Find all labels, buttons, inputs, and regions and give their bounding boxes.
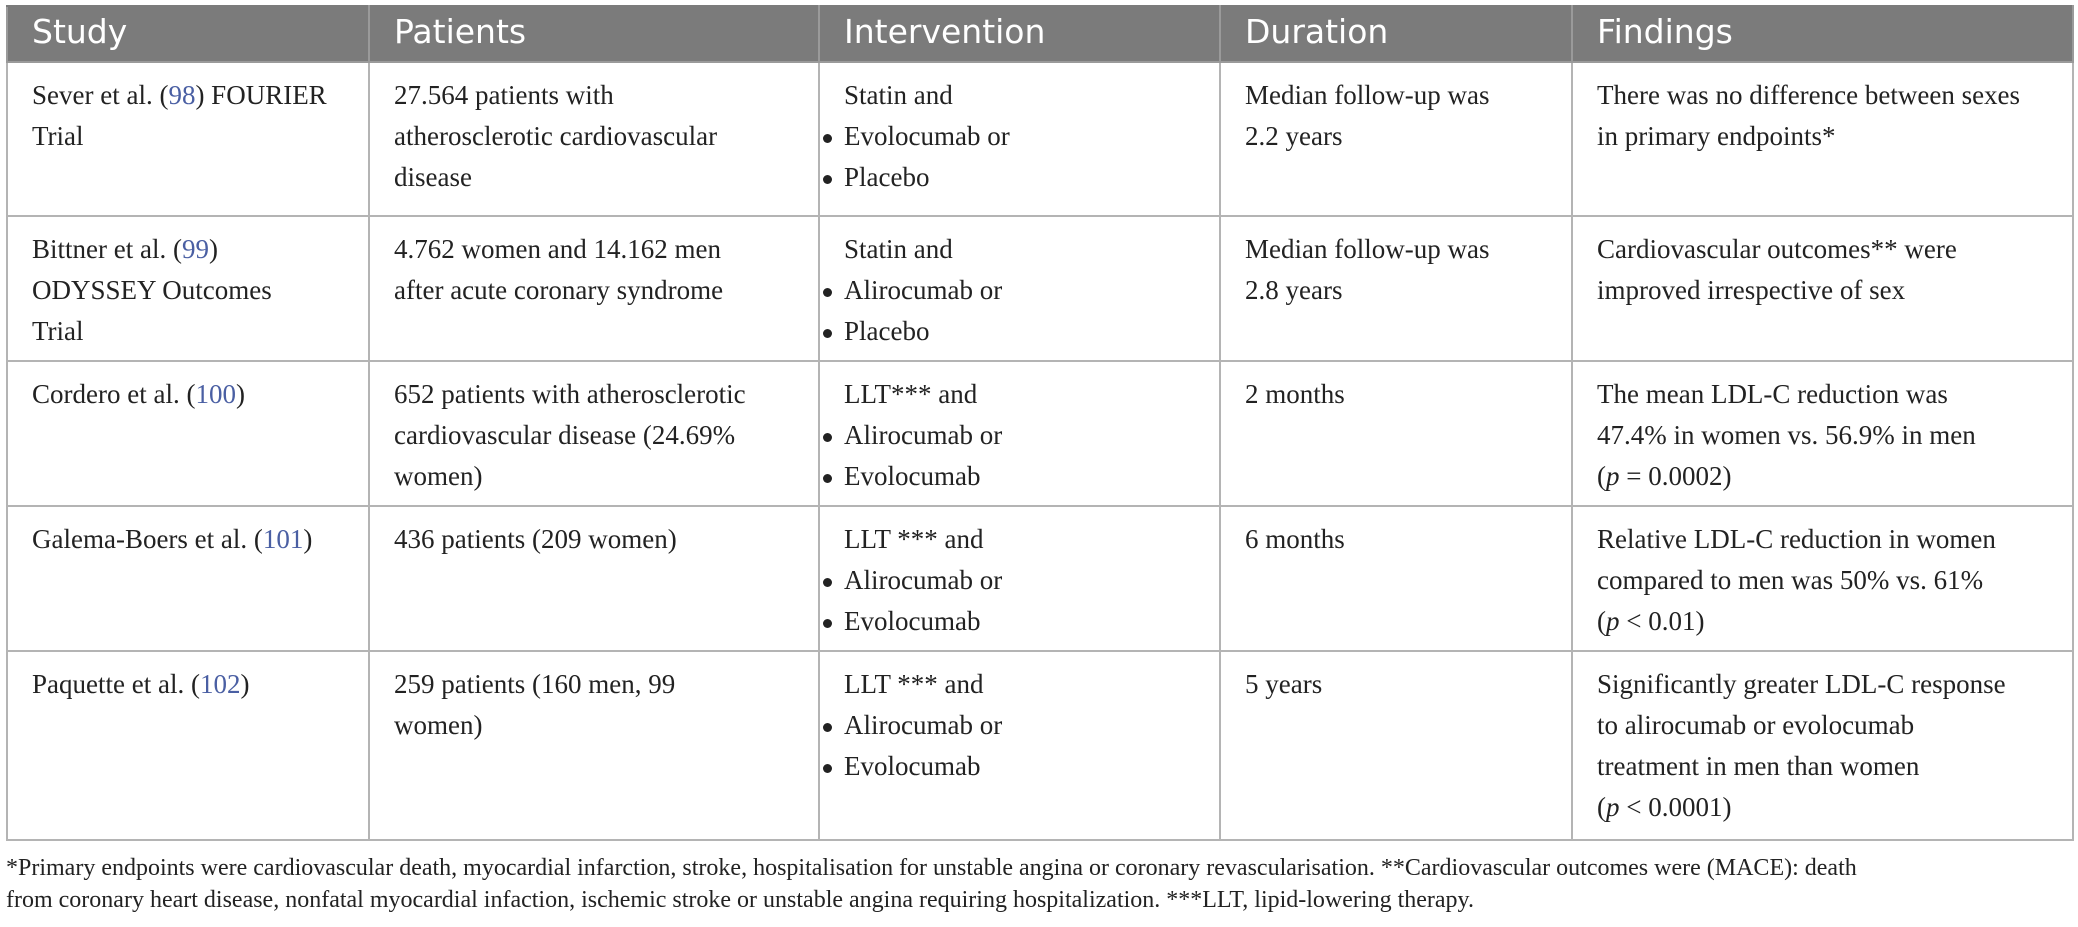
header-findings: Findings xyxy=(1572,6,2073,62)
p-value: (p < 0.01) xyxy=(1597,606,1705,636)
bullet-item: Alirocumab or xyxy=(820,415,1195,456)
table-footnote xyxy=(6,852,2072,916)
duration-cell: 6 months xyxy=(1220,506,1572,651)
patients-cell: 436 patients (209 women) xyxy=(369,506,819,651)
reference-link[interactable]: 102 xyxy=(199,669,241,699)
study-cell xyxy=(7,361,369,506)
intervention-cell: Statin and Alirocumab or Placebo xyxy=(819,216,1220,361)
duration-cell: Median follow-up was 2.8 years xyxy=(1220,216,1572,361)
header-row xyxy=(7,6,2073,62)
duration-cell: Median follow-up was 2.2 years xyxy=(1220,62,1572,216)
p-value: (p = 0.0002) xyxy=(1597,461,1732,491)
table-row xyxy=(7,216,2073,361)
bullet-item: Alirocumab or xyxy=(820,705,1195,746)
study-cell xyxy=(7,62,369,216)
footnote-line: *Primary endpoints were cardiovascular death, myocardial infarction, stroke, hospitalisation for unstable angina or coronary revascularisation. **Cardiovascular outcomes were (MACE): death xyxy=(6,855,1857,881)
reference-link[interactable]: 99 xyxy=(181,234,209,264)
duration-cell: 5 years xyxy=(1220,651,1572,840)
findings-cell: There was no difference between sexes in primary endpoints* xyxy=(1572,62,2073,216)
intervention-cell: LLT *** and Alirocumab or Evolocumab xyxy=(819,506,1220,651)
bullet-item: Evolocumab xyxy=(820,746,1195,787)
patients-cell: 4.762 women and 14.162 men after acute coronary syndrome xyxy=(369,216,819,361)
study-line: Bittner et al. (99) xyxy=(32,234,218,264)
intervention-cell: Statin and Evolocumab or Placebo xyxy=(819,62,1220,216)
table-container xyxy=(6,5,2072,841)
reference-link[interactable]: 101 xyxy=(262,524,304,554)
study-cell xyxy=(7,506,369,651)
findings-cell: The mean LDL-C reduction was 47.4% in women vs. 56.9% in men (p = 0.0002) xyxy=(1572,361,2073,506)
duration-cell: 2 months xyxy=(1220,361,1572,506)
table-row xyxy=(7,62,2073,216)
table-row xyxy=(7,506,2073,651)
findings-cell: Cardiovascular outcomes** were improved irrespective of sex xyxy=(1572,216,2073,361)
p-value: (p < 0.0001) xyxy=(1597,792,1732,822)
patients-cell: 652 patients with atherosclerotic cardiovascular disease (24.69% women) xyxy=(369,361,819,506)
study-table xyxy=(6,5,2074,841)
bullet-item: Alirocumab or xyxy=(820,270,1195,311)
bullet-item: Evolocumab xyxy=(820,456,1195,497)
header-study: Study xyxy=(7,6,369,62)
table-row xyxy=(7,651,2073,840)
bullet-item: Placebo xyxy=(820,311,1195,352)
study-line: Sever et al. (98) FOURIER xyxy=(32,80,327,110)
study-line: Paquette et al. (102) xyxy=(32,669,250,699)
intervention-cell: LLT*** and Alirocumab or Evolocumab xyxy=(819,361,1220,506)
study-line: Cordero et al. (100) xyxy=(32,379,245,409)
bullet-item: Placebo xyxy=(820,157,1195,198)
study-cell xyxy=(7,651,369,840)
study-line: Trial xyxy=(32,121,84,151)
header-duration: Duration xyxy=(1220,6,1572,62)
bullet-item: Alirocumab or xyxy=(820,560,1195,601)
header-patients: Patients xyxy=(369,6,819,62)
bullet-item: Evolocumab or xyxy=(820,116,1195,157)
reference-link[interactable]: 98 xyxy=(168,80,196,110)
bullet-item: Evolocumab xyxy=(820,601,1195,642)
reference-link[interactable]: 100 xyxy=(195,379,236,409)
findings-cell: Significantly greater LDL-C response to alirocumab or evolocumab treatment in men than women (p < 0.0001) xyxy=(1572,651,2073,840)
study-cell: Bittner et al. (99) ODYSSEY Outcomes Trial xyxy=(7,216,369,361)
footnote-line: from coronary heart disease, nonfatal myocardial infaction, ischemic stroke or unstable angina requiring hospitalization. ***LLT, lipid-lowering therapy. xyxy=(6,887,1474,913)
header-intervention: Intervention xyxy=(819,6,1220,62)
findings-cell: Relative LDL-C reduction in women compared to men was 50% vs. 61% (p < 0.01) xyxy=(1572,506,2073,651)
patients-cell: 259 patients (160 men, 99 women) xyxy=(369,651,819,840)
study-line: Galema-Boers et al. (101) xyxy=(32,524,313,554)
intervention-cell: LLT *** and Alirocumab or Evolocumab xyxy=(819,651,1220,840)
table-row xyxy=(7,361,2073,506)
patients-cell: 27.564 patients with atherosclerotic cardiovascular disease xyxy=(369,62,819,216)
